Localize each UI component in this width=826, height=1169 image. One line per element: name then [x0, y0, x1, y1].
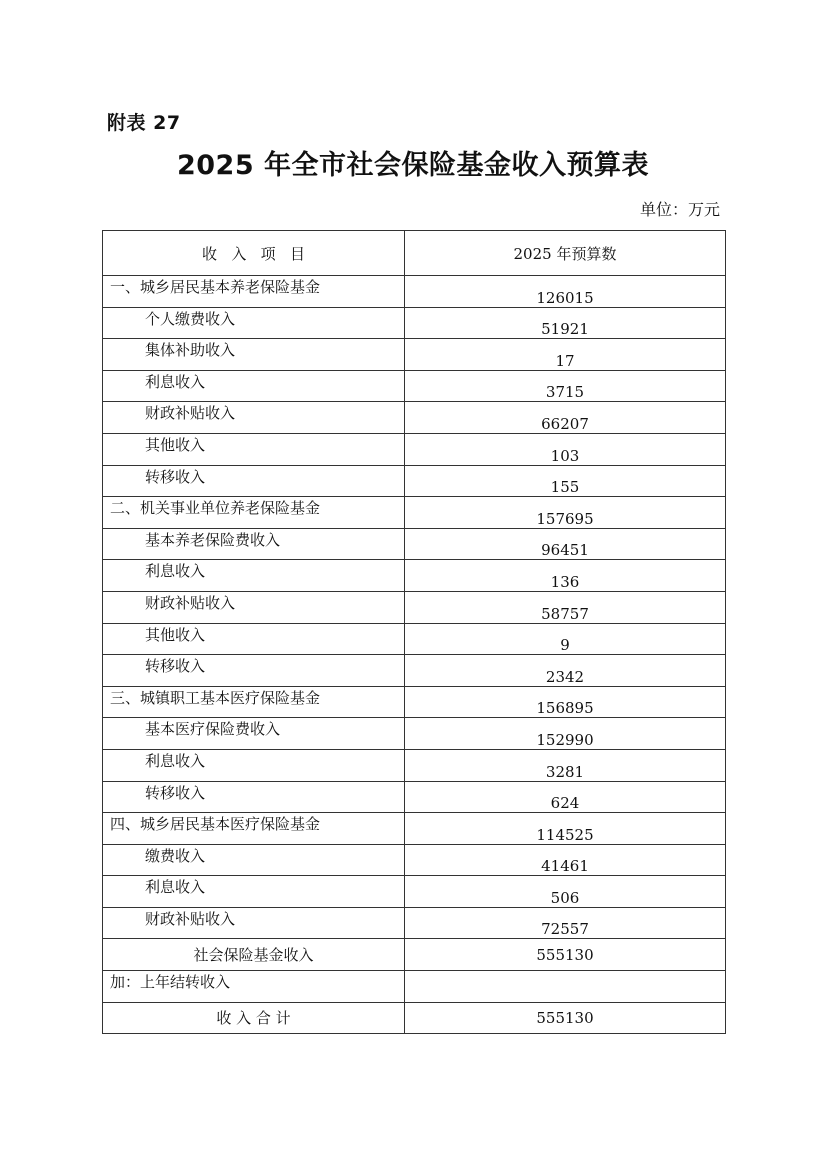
- row-budget-value: 2342: [405, 655, 726, 687]
- column-header-item: [103, 231, 405, 276]
- table-row: [103, 971, 726, 1003]
- row-item-name: 收 入 合 计: [103, 1002, 405, 1034]
- row-budget-value: 58757: [405, 591, 726, 623]
- row-item-name: 三、城镇职工基本医疗保险基金: [103, 686, 405, 718]
- table-row: [103, 939, 726, 971]
- table-row: [103, 591, 726, 623]
- table-row: [103, 844, 726, 876]
- row-item-name: 其他收入: [103, 433, 405, 465]
- table-row: [103, 276, 726, 308]
- row-item-name: 利息收入: [103, 749, 405, 781]
- table-row: [103, 307, 726, 339]
- row-budget-value: 155: [405, 465, 726, 497]
- row-budget-value: 156895: [405, 686, 726, 718]
- row-item-name: 个人缴费收入: [103, 307, 405, 339]
- row-budget-value: 3281: [405, 749, 726, 781]
- row-budget-value: 41461: [405, 844, 726, 876]
- page-title: 2025 年全市社会保险基金收入预算表: [176, 150, 650, 181]
- row-budget-value: 152990: [405, 718, 726, 750]
- row-item-name: 利息收入: [103, 370, 405, 402]
- table-row: [103, 749, 726, 781]
- row-item-name: 基本医疗保险费收入: [103, 718, 405, 750]
- row-item-name: 转移收入: [103, 655, 405, 687]
- unit-label: 单位：万元: [639, 200, 720, 219]
- table-row: [103, 686, 726, 718]
- table-row: [103, 433, 726, 465]
- row-budget-value: 9: [405, 623, 726, 655]
- column-header-item-label: 收 入 项 目: [202, 244, 305, 263]
- row-budget-value: 555130: [405, 939, 726, 971]
- row-budget-value: 51921: [405, 307, 726, 339]
- column-header-value: 2025 年预算数: [405, 231, 726, 276]
- table-row: [103, 655, 726, 687]
- table-row: [103, 370, 726, 402]
- table-row: [103, 718, 726, 750]
- table-row: [103, 1002, 726, 1034]
- row-item-name: 基本养老保险费收入: [103, 528, 405, 560]
- row-budget-value: 136: [405, 560, 726, 592]
- row-budget-value: 66207: [405, 402, 726, 434]
- row-budget-value: 624: [405, 781, 726, 813]
- row-item-name: 社会保险基金收入: [103, 939, 405, 971]
- budget-table: [102, 230, 726, 1034]
- row-item-name: 一、城乡居民基本养老保险基金: [103, 276, 405, 308]
- table-row: [103, 339, 726, 371]
- row-item-name: 财政补贴收入: [103, 591, 405, 623]
- row-item-name: 财政补贴收入: [103, 907, 405, 939]
- row-item-name: 其他收入: [103, 623, 405, 655]
- table-row: [103, 907, 726, 939]
- row-budget-value: 17: [405, 339, 726, 371]
- appendix-label: 附表 27: [107, 112, 181, 134]
- table-row: [103, 528, 726, 560]
- table-row: [103, 402, 726, 434]
- row-budget-value: 3715: [405, 370, 726, 402]
- row-budget-value: 126015: [405, 276, 726, 308]
- table-row: [103, 465, 726, 497]
- row-budget-value: [405, 971, 726, 1003]
- row-budget-value: 114525: [405, 813, 726, 845]
- table-row: [103, 781, 726, 813]
- row-item-name: 转移收入: [103, 781, 405, 813]
- table-row: [103, 876, 726, 908]
- row-item-name: 二、机关事业单位养老保险基金: [103, 497, 405, 529]
- table-row: [103, 560, 726, 592]
- row-item-name: 缴费收入: [103, 844, 405, 876]
- row-item-name: 转移收入: [103, 465, 405, 497]
- table-header-row: [103, 231, 726, 276]
- table-body: [103, 276, 726, 1034]
- row-item-name: 四、城乡居民基本医疗保险基金: [103, 813, 405, 845]
- row-budget-value: 157695: [405, 497, 726, 529]
- row-budget-value: 96451: [405, 528, 726, 560]
- row-budget-value: 103: [405, 433, 726, 465]
- row-budget-value: 555130: [405, 1002, 726, 1034]
- row-item-name: 利息收入: [103, 876, 405, 908]
- row-budget-value: 506: [405, 876, 726, 908]
- row-budget-value: 72557: [405, 907, 726, 939]
- row-item-name: 集体补助收入: [103, 339, 405, 371]
- table-row: [103, 623, 726, 655]
- table-row: [103, 497, 726, 529]
- table-row: [103, 813, 726, 845]
- row-item-name: 加：上年结转收入: [103, 971, 405, 1003]
- row-item-name: 利息收入: [103, 560, 405, 592]
- row-item-name: 财政补贴收入: [103, 402, 405, 434]
